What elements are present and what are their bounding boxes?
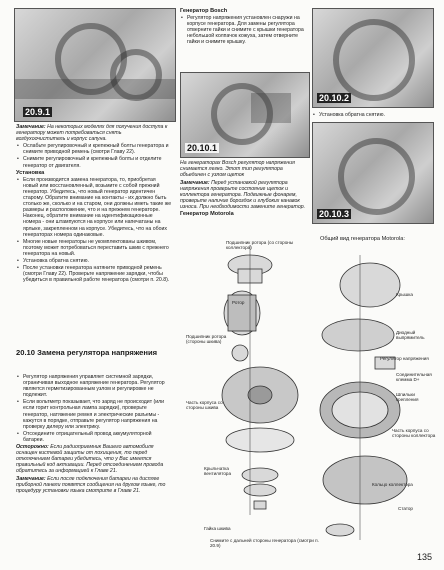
motorola-exploded-diagram: [180, 235, 430, 555]
install-heading: Установка: [16, 169, 45, 176]
figure-caption: На генераторах Bosch регулятор напряжения снимается легко. Этот тип регулятора объединен с узлом щеток: [180, 160, 295, 179]
figure-label: 20.10.2: [319, 93, 350, 103]
alternator-photo-20-10-3: [312, 122, 434, 224]
caution-title: Осторожно:: [16, 444, 49, 451]
section-step: • Если вольтметр показывает, что заряд не происходит (или если горит контрольная лампа зарядки), проверьте генератор, натяжение ремня и электрические разъемы - кажутся в порядке, отправьте регулятор напряжения на проверку дилеру или электрику.: [23, 399, 172, 429]
install-step: • Установка обратна снятию.: [319, 112, 432, 118]
alternator-photo-20-10-2: [312, 8, 434, 108]
section-heading: 20.10 Замена регулятора напряжения: [16, 348, 158, 357]
bosch-step: • Регулятор напряжения установлен снаружи на корпусе генератора. Для замены регулятора отверните гайки и снимите с крышки генератора небольшой колпачок кожуха, затем отверните гайки и снимите крышку.: [187, 15, 308, 45]
section-step: • Регулятор напряжения управляет системной зарядки, ограничивая выходное напряжение генератора. Регулятор является герметизированным узлом и регулировке не подлежит.: [23, 374, 172, 398]
label-fan: Крыльчатка вентилятора: [204, 466, 232, 477]
figure-label: 20.9.1: [25, 107, 51, 117]
label-housing-comm: Часть корпуса со стороны коллектора: [392, 428, 436, 439]
label-rotor: Ротор: [232, 300, 245, 305]
note-text: Если после подключения батареи на дисплее приборной панели появятся сообщения на другом языке, то процедуру установки языка смотрите в Главе 21.: [16, 475, 166, 494]
note-title: Замечание:: [180, 180, 210, 186]
label-connector: Соединительная клемма D+: [396, 372, 432, 383]
note-text: Перед установкой регулятора напряжения проверьте состояние щеток и коллектора генератора. Подвижные фонарем, проверьте наличие бороздок и глубоких канавок износа. При необходимости замените генератор.: [180, 180, 306, 211]
removal-step: • Ослабьте регулировочный и крепежный болты генератора и снимите приводной ремень (смотри Главу 22).: [23, 143, 172, 155]
regulator-photo-20-10-1: [180, 72, 310, 158]
alternator-photo-20-9-1: [14, 8, 176, 122]
label-bearing-drive: Подшипник ротора (стороны шкива): [186, 334, 227, 345]
page-number: 135: [416, 552, 432, 562]
install-step: • Многие новые генераторы не укомплектованы шкивом, поэтому может потребоваться переставить шкив с прежнего генератора на новый.: [23, 239, 172, 257]
diagram-title: Общий вид генератора Motorola:: [320, 236, 405, 242]
right-step: [312, 112, 432, 119]
label-stator: Статор: [398, 506, 413, 511]
note-title: Замечание:: [16, 475, 46, 482]
label-brushes: Подшипник ротора (со стороны коллектора): [226, 240, 294, 251]
left-text-column: [16, 124, 172, 284]
middle-note: [180, 180, 308, 219]
label-cover: Крышка: [396, 292, 413, 297]
label-pulley-nut: Гайка шкива: [204, 526, 231, 531]
section-step: • Отсоедините отрицательный провод аккумуляторной батареи.: [23, 431, 172, 443]
install-step: • Установка обратна снятию.: [23, 258, 172, 264]
label-stator-bolt: Шпильки крепления: [396, 392, 419, 403]
note-title: Замечание:: [16, 124, 46, 130]
install-step: • Если производится замена генератора, то, приобретая новый или восстановленный, возьмите с собой прежний генератор. Убедитесь, что новый генератор идентичен старому. Обратите внимание на контакты - их должно быть столько же, сколько и на старом, они должны иметь такие же размеры и расположение, что и на прежнем генераторе. Наконец, обратите внимание на идентификационные номера - они штампуются на корпусе или напечатаны на ярлыке, закрепленном на корпусе. Убедитесь, что на обоих генераторах номера одинаковые.: [23, 177, 172, 238]
left-section-text: [16, 374, 172, 495]
removal-step: • Снимите регулировочный и крепежный болты и отделите генератор от двигателя.: [23, 156, 172, 168]
middle-text-top: [180, 8, 308, 47]
label-diode-bridge: Диодный выпрямитель: [396, 330, 425, 341]
label-regulator: Регулятор напряжения: [380, 356, 429, 361]
note-text: На некоторых моделях для получения доступа к генератору может потребоваться снять воздухоочиститель и корпус сапуна.: [16, 124, 168, 143]
figure-label: 20.10.1: [187, 143, 218, 153]
label-housing-pulley: Часть корпуса со стороны шкива: [186, 400, 223, 411]
label-remove-note: Снимите с дальней стороны генератора (смотри п. 20.9): [210, 538, 319, 549]
caution-text: Если радиоприемник Вашего автомобиля оснащен кистевой защиты от похищения, то перед отключением батареи убедитесь, что у Вас имеется правильный код активации. Перед отсоединением провода обратитесь за информацией к Главе 21.: [16, 444, 164, 475]
bosch-heading: Генератор Bosch: [180, 8, 228, 14]
figure-label: 20.10.3: [319, 209, 350, 219]
label-ring-slip: Кольцо коллектора: [372, 482, 413, 487]
install-step: • После установки генератора натяните приводной ремень (смотри Главу 22). Проверьте напряжение зарядки, чтобы убедиться в правильной работе генератора (смотри п. 20.8).: [23, 265, 172, 283]
motorola-heading: Генератор Motorola: [180, 211, 234, 218]
